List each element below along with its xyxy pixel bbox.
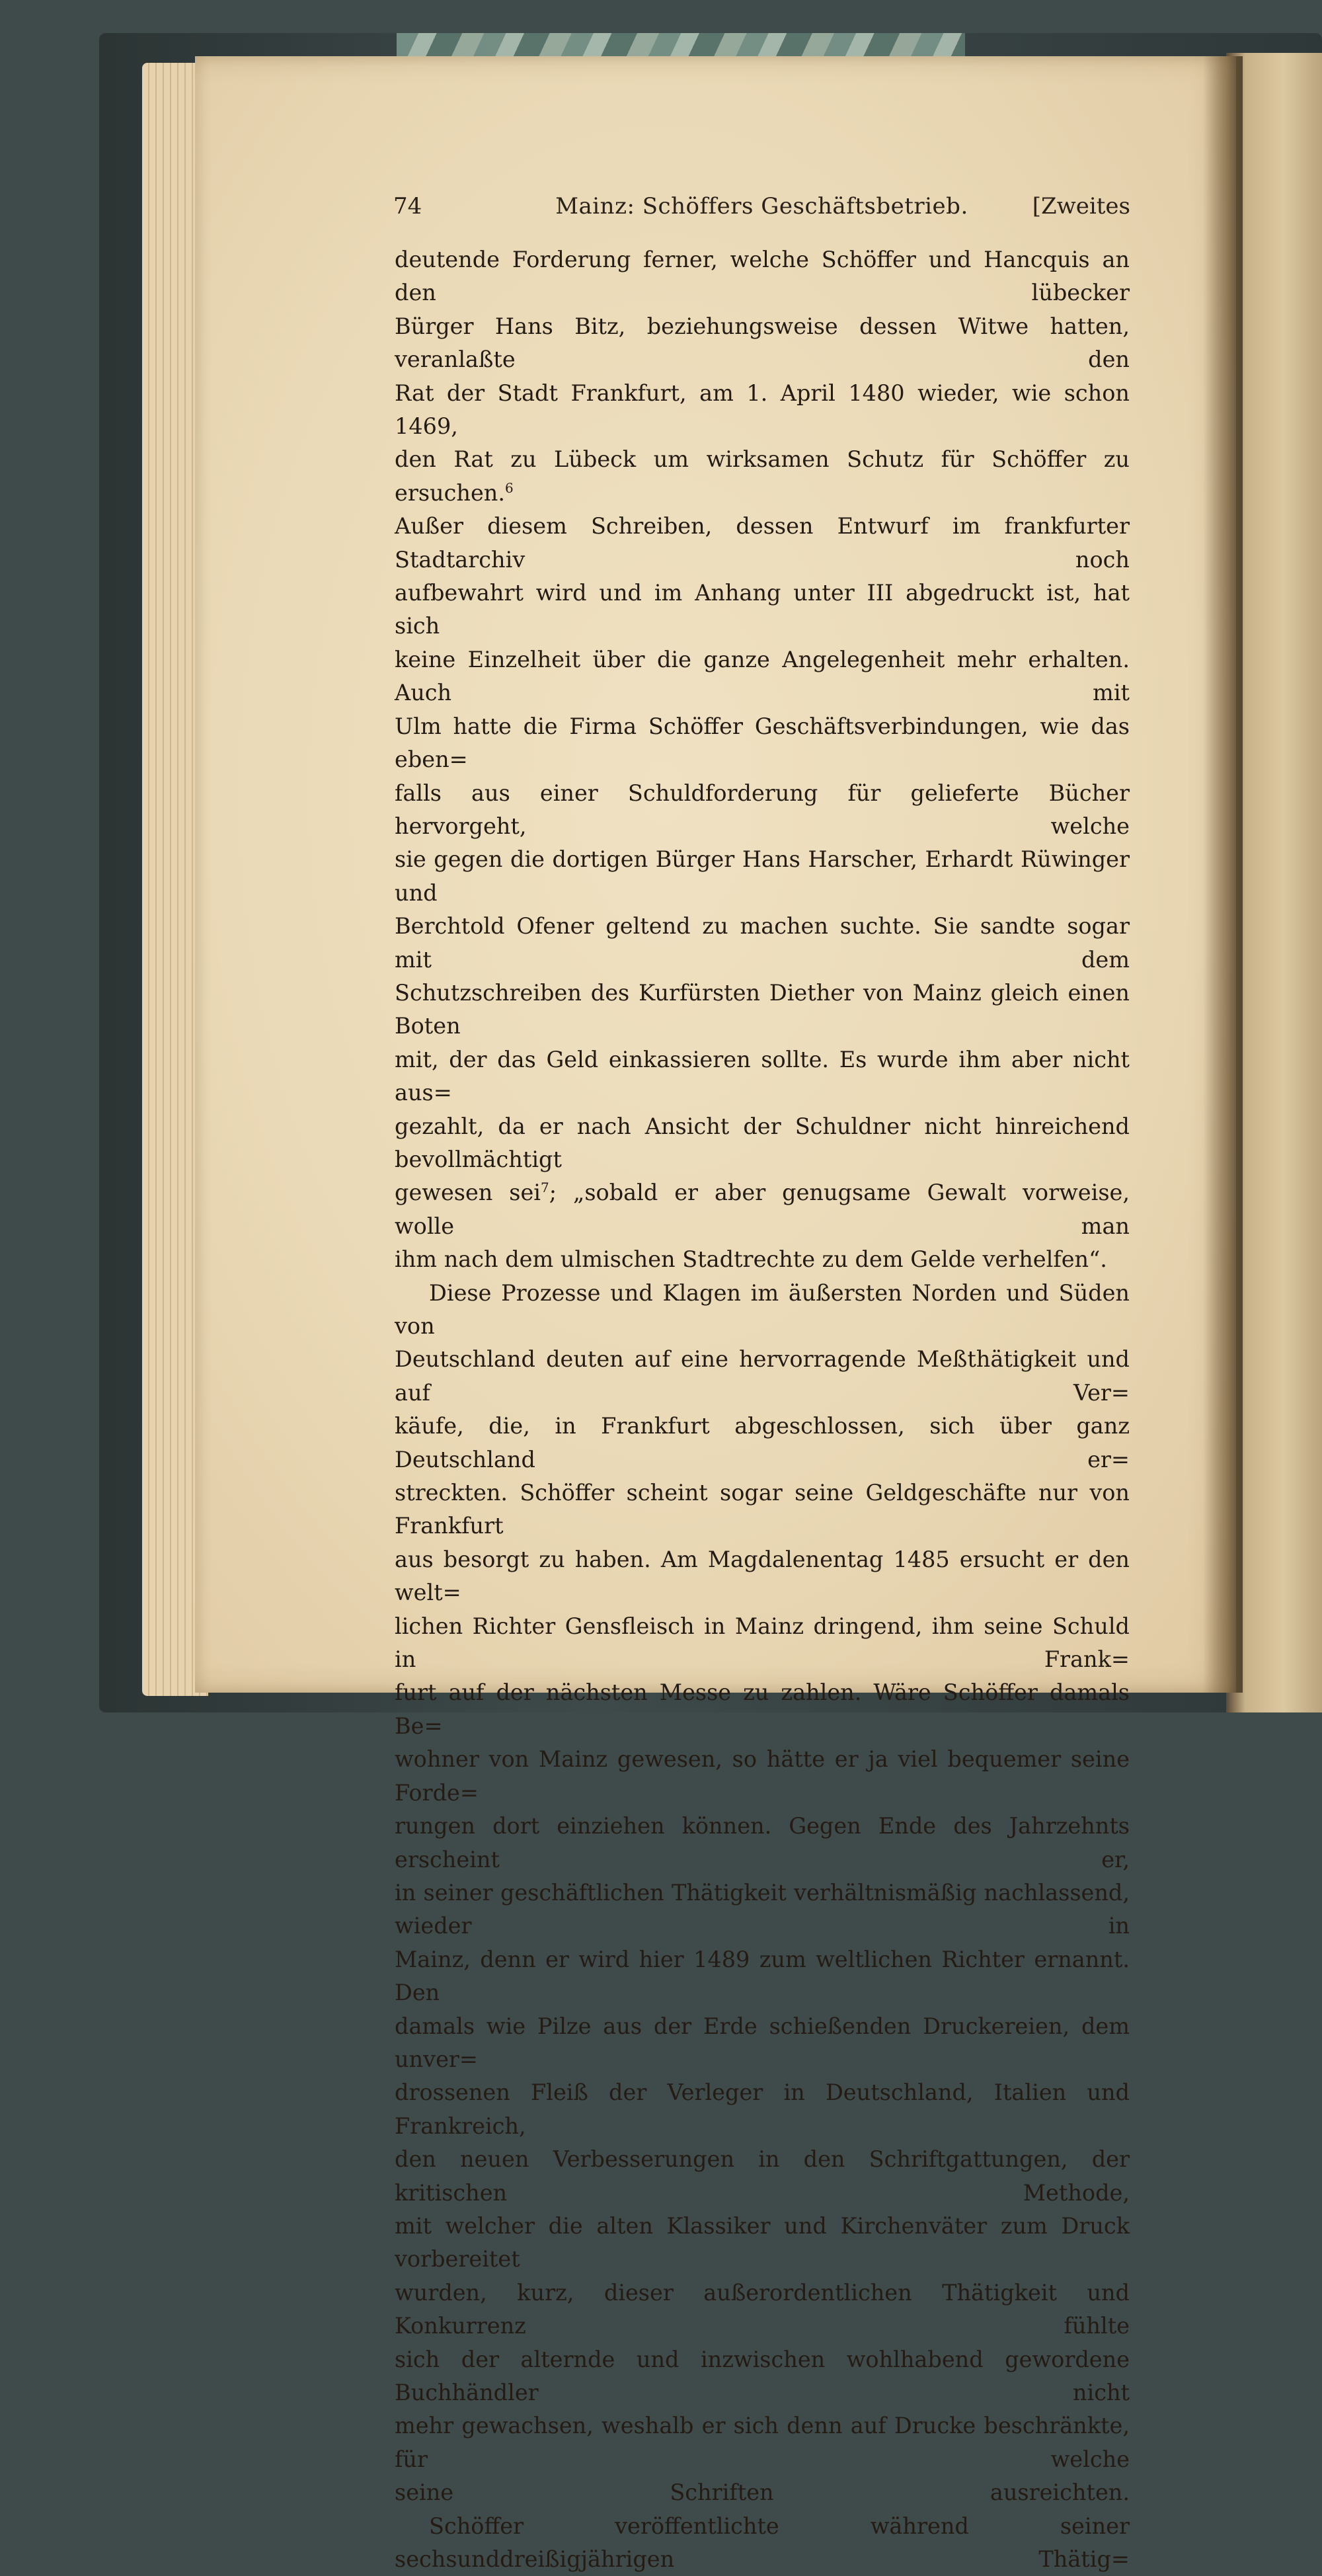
text-line: mehr gewachsen, weshalb er sich denn auf Drucke beschränkte, für welche <box>395 2413 1130 2472</box>
text-line: Berchtold Ofener geltend zu machen suchte. Sie sandte sogar mit dem <box>395 913 1130 973</box>
page-gutter-shadow <box>1203 56 1243 1693</box>
text-line: sie gegen die dortigen Bürger Hans Harscher, Erhardt Rüwinger und <box>395 846 1130 906</box>
text-line: Rat der Stadt Frankfurt, am 1. April 1480 wieder, wie schon 1469, <box>395 380 1130 440</box>
text-line: aufbewahrt wird und im Anhang unter III abgedruckt ist, hat sich <box>395 580 1130 639</box>
body-text <box>395 243 1130 2576</box>
text-line: mit welcher die alten Klassiker und Kirchenväter zum Druck vorbereitet <box>395 2212 1130 2273</box>
text-line: mit, der das Geld einkassieren sollte. Es wurde ihm aber nicht aus= <box>395 1046 1130 1106</box>
text-line: wohner von Mainz gewesen, so hätte er ja viel bequemer seine Forde= <box>395 1746 1130 1806</box>
text-line: deutende Forderung ferner, welche Schöffer und Hancquis an den lübecker <box>395 247 1130 306</box>
text-line: den neuen Verbesserungen in den Schriftgattungen, der kritischen Methode, <box>395 2146 1130 2206</box>
text-line: Bürger Hans Bitz, beziehungsweise dessen Witwe hatten, veranlaßte den <box>395 313 1130 373</box>
text-line: seine Schriften ausreichten. <box>395 2479 1130 2506</box>
text-line: in seiner geschäftlichen Thätigkeit verhältnismäßig nachlassend, wieder in <box>395 1879 1130 1939</box>
footnote-marker: 7 <box>541 1180 549 1196</box>
text-line: Außer diesem Schreiben, dessen Entwurf im frankfurter Stadtarchiv noch <box>395 513 1130 573</box>
text-line: den Rat zu Lübeck um wirksamen Schutz für Schöffer zu ersuchen.$^6$ <box>395 446 1130 506</box>
text-line: aus besorgt zu haben. Am Magdalenentag 1485 ersucht er den welt= <box>395 1546 1130 1606</box>
running-header <box>393 193 1130 220</box>
text-line: sich der alternde und inzwischen wohlhabend gewordene Buchhändler nicht <box>395 2346 1130 2405</box>
footnote-marker: 6 <box>505 479 514 496</box>
text-line: rungen dort einziehen können. Gegen Ende des Jahrzehnts erscheint er, <box>395 1813 1130 1872</box>
text-line: drossenen Fleiß der Verleger in Deutschland, Italien und Frankreich, <box>395 2079 1130 2139</box>
text-line: streckten. Schöffer scheint sogar seine Geldgeschäfte nur von Frankfurt <box>395 1480 1130 1539</box>
text-line: Schutzschreiben des Kurfürsten Diether von Mainz gleich einen Boten <box>395 979 1130 1039</box>
text-line: Diese Prozesse und Klagen im äußersten Norden und Süden von <box>395 1279 1130 1339</box>
text-line: Mainz, denn er wird hier 1489 zum weltlichen Richter ernannt. Den <box>395 1946 1130 2006</box>
text-line: ihm nach dem ulmischen Stadtrechte zu dem Gelde verhelfen“. <box>395 1246 1107 1273</box>
text-line: gezahlt, da er nach Ansicht der Schuldner nicht hinreichend bevollmächtigt <box>395 1113 1130 1172</box>
text-line: Schöffer veröffentlichte während seiner sechsunddreißigjährigen Thätig= <box>395 2513 1130 2573</box>
text-line: wurden, kurz, dieser außerordentlichen Thätigkeit und Konkurrenz fühlte <box>395 2279 1130 2339</box>
text-line: keine Einzelheit über die ganze Angelegenheit mehr erhalten. Auch mit <box>395 646 1130 706</box>
text-line: damals wie Pilze aus der Erde schießenden Druckereien, dem unver= <box>395 2013 1130 2072</box>
text-line: gewesen sei$^7$; „sobald er aber genugsame Gewalt vorweise, wolle man <box>395 1180 1130 1239</box>
page-number: 74 <box>393 193 422 220</box>
text-line: furt auf der nächsten Messe zu zahlen. Wäre Schöffer damals Be= <box>395 1679 1130 1739</box>
section-label: [Zweites <box>1032 193 1130 220</box>
text-line: käufe, die, in Frankfurt abgeschlossen, sich über ganz Deutschland er= <box>395 1413 1130 1472</box>
text-line: lichen Richter Gensfleisch in Mainz dringend, ihm seine Schuld in Frank= <box>395 1613 1130 1673</box>
text-line: Deutschland deuten auf eine hervorragende Meßthätigkeit und auf Ver= <box>395 1346 1130 1406</box>
running-title: Mainz: Schöffers Geschäftsbetrieb. <box>555 193 968 220</box>
text-line: Ulm hatte die Firma Schöffer Geschäftsverbindungen, wie das eben= <box>395 713 1130 773</box>
text-line: falls aus einer Schuldforderung für gelieferte Bücher hervorgeht, welche <box>395 780 1130 839</box>
